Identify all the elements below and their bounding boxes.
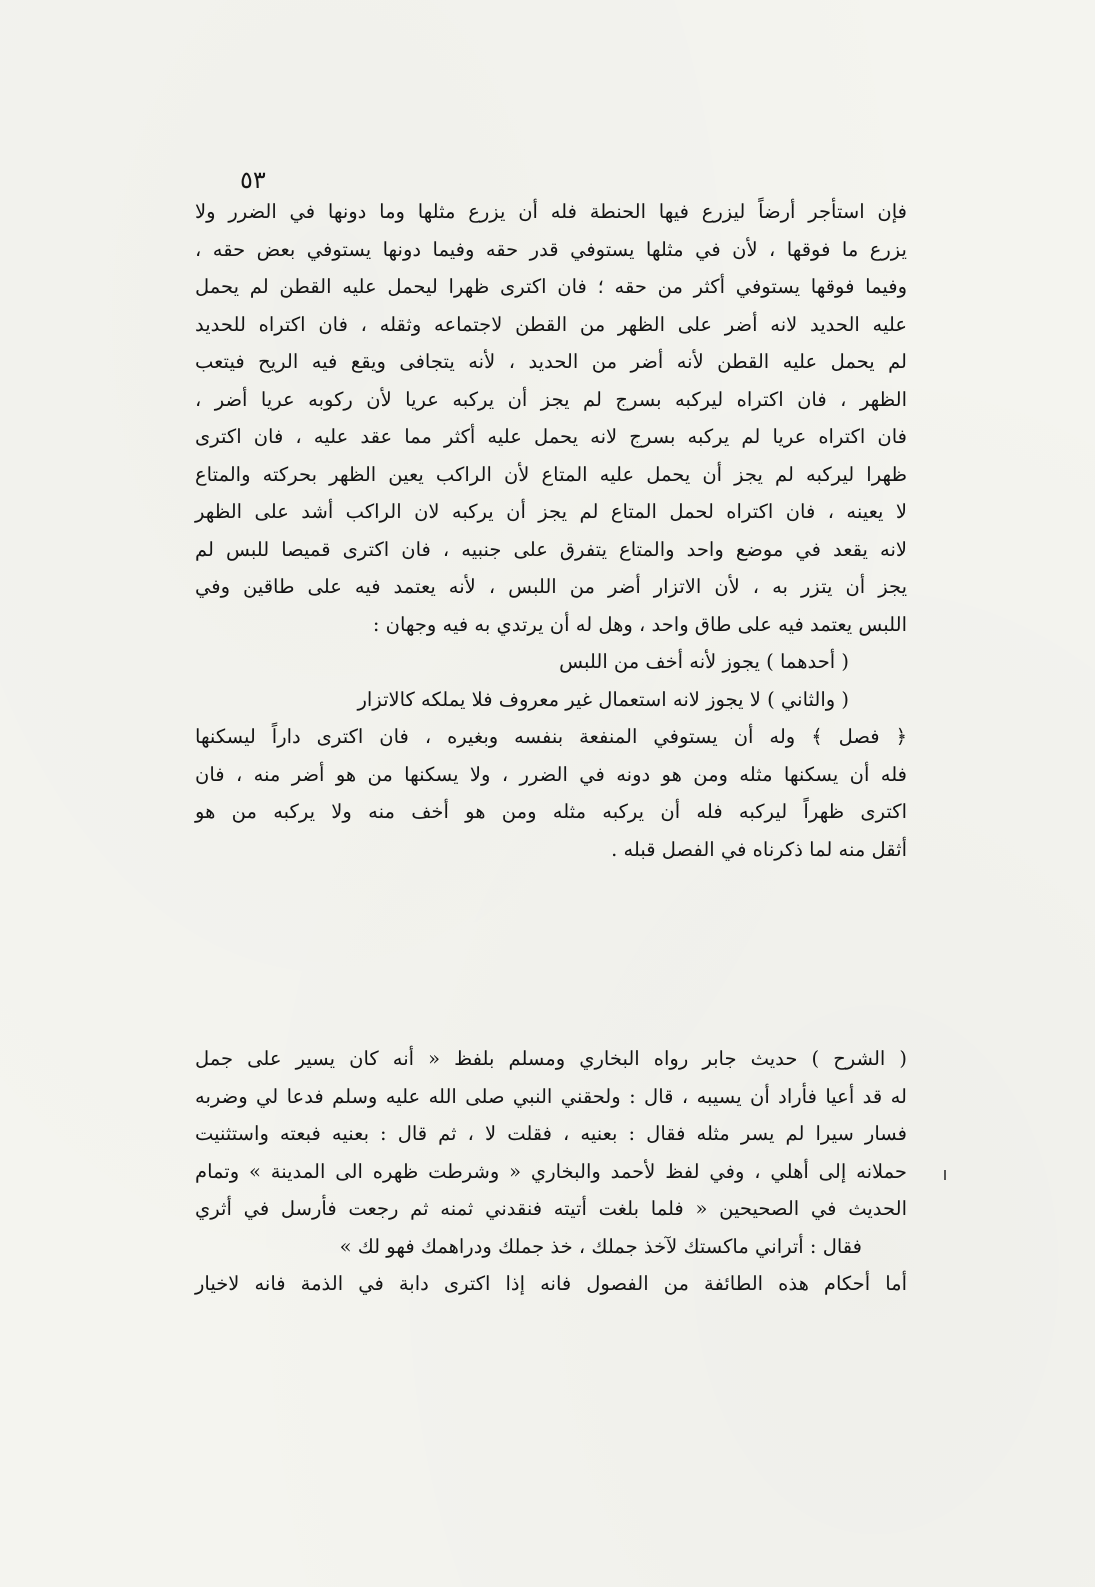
text-line: أما أحكام هذه الطائفة من الفصول فانه إذا اكترى دابة في الذمة فانه لاخيار xyxy=(195,1272,907,1295)
text-line: عليه الحديد لانه أضر على الظهر من القطن لاجتماعه وثقله ، فان اكتراه للحديد xyxy=(195,312,907,336)
text-line: الظهر ، فان اكتراه ليركبه بسرج لم يجز أن يركبه عريا لأن ركوبه عريا أضر ، xyxy=(195,387,907,411)
text-line: اللبس يعتمد فيه على طاق واحد ، وهل له أن يرتدي به فيه وجهان : xyxy=(372,612,907,636)
variant-line: ( والثاني ) لا يجوز لانه استعمال غير معروف فلا يملكه كالاتزار xyxy=(357,687,849,711)
text-line: حملانه إلى أهلي ، وفي لفظ لأحمد والبخاري « وشرطت ظهره الى المدينة » وتمام xyxy=(195,1159,907,1183)
text-line: فإن استأجر أرضاً ليزرع فيها الحنطة فله أن يزرع مثلها وما دونها في الضرر ولا xyxy=(195,200,907,223)
text-line: فسار سيرا لم يسر مثله فقال : بعنيه ، فقلت لا ، ثم قال : بعنيه فبعته واستثنيت xyxy=(195,1122,907,1145)
margin-mark xyxy=(944,1170,946,1180)
text-line: فقال : أتراني ماكستك لآخذ جملك ، خذ جملك ودراهمك فهو لك » xyxy=(339,1234,862,1258)
text-line: يزرع ما فوقها ، لأن في مثلها يستوفي قدر حقه وفيما دونها يستوفي بعض حقه ، xyxy=(195,237,907,261)
text-line: ظهرا ليركبه لم يجز أن يحمل عليه المتاع لأن الراكب يعين الظهر بحركته والمتاع xyxy=(195,462,907,486)
text-line: له قد أعيا فأراد أن يسيبه ، قال : ولحقني النبي صلى الله عليه وسلم فدعا لي وضربه xyxy=(195,1084,907,1108)
text-line: اكترى ظهراً ليركبه فله أن يركبه مثله ومن هو أخف منه ولا يركبه من هو xyxy=(195,800,907,823)
text-line: فان اكتراه عريا لم يركبه بسرج لانه يحمل عليه أكثر مما عقد عليه ، فان اكترى xyxy=(195,425,907,448)
text-line: فله أن يسكنها مثله ومن هو دونه في الضرر ، ولا يسكنها من هو أضر منه ، فان xyxy=(195,762,907,786)
text-line: يجز أن يتزر به ، لأن الاتزار أضر من اللبس ، لأنه يعتمد فيه على طاقين وفي xyxy=(195,575,907,598)
text-line: لانه يقعد في موضع واحد والمتاع يتفرق على جنبيه ، فان اكترى قميصا للبس لم xyxy=(195,537,907,561)
text-line: لم يحمل عليه القطن لأنه أضر من الحديد ، لأنه يتجافى ويقع فيه الريح فيتعب xyxy=(195,350,907,373)
variant-line: ( أحدهما ) يجوز لأنه أخف من اللبس xyxy=(559,650,849,673)
text-line: لا يعينه ، فان اكتراه لحمل المتاع لم يجز أن يركبه لان الراكب أشد على الظهر xyxy=(195,500,907,523)
sharh-heading-line: ( الشرح ) حديث جابر رواه البخاري ومسلم بلفظ « أنه كان يسير على جمل xyxy=(195,1047,907,1070)
sharh-text-block xyxy=(195,1040,907,1303)
page-number: ٥٣ xyxy=(240,166,266,194)
text-line: أثقل منه لما ذكرناه في الفصل قبله . xyxy=(611,837,907,861)
matn-text-block xyxy=(195,193,907,868)
text-line: وفيما فوقها يستوفي أكثر من حقه ؛ فان اكترى ظهرا ليحمل عليه القطن لم يحمل xyxy=(195,275,907,298)
fasl-heading-line: ﴿ فصل ﴾ وله أن يستوفي المنفعة بنفسه وبغيره ، فان اكترى داراً ليسكنها xyxy=(195,725,907,748)
text-line: الحديث في الصحيحين « فلما بلغت أتيته فنقدني ثمنه ثم رجعت فأرسل في أثري xyxy=(195,1197,907,1220)
